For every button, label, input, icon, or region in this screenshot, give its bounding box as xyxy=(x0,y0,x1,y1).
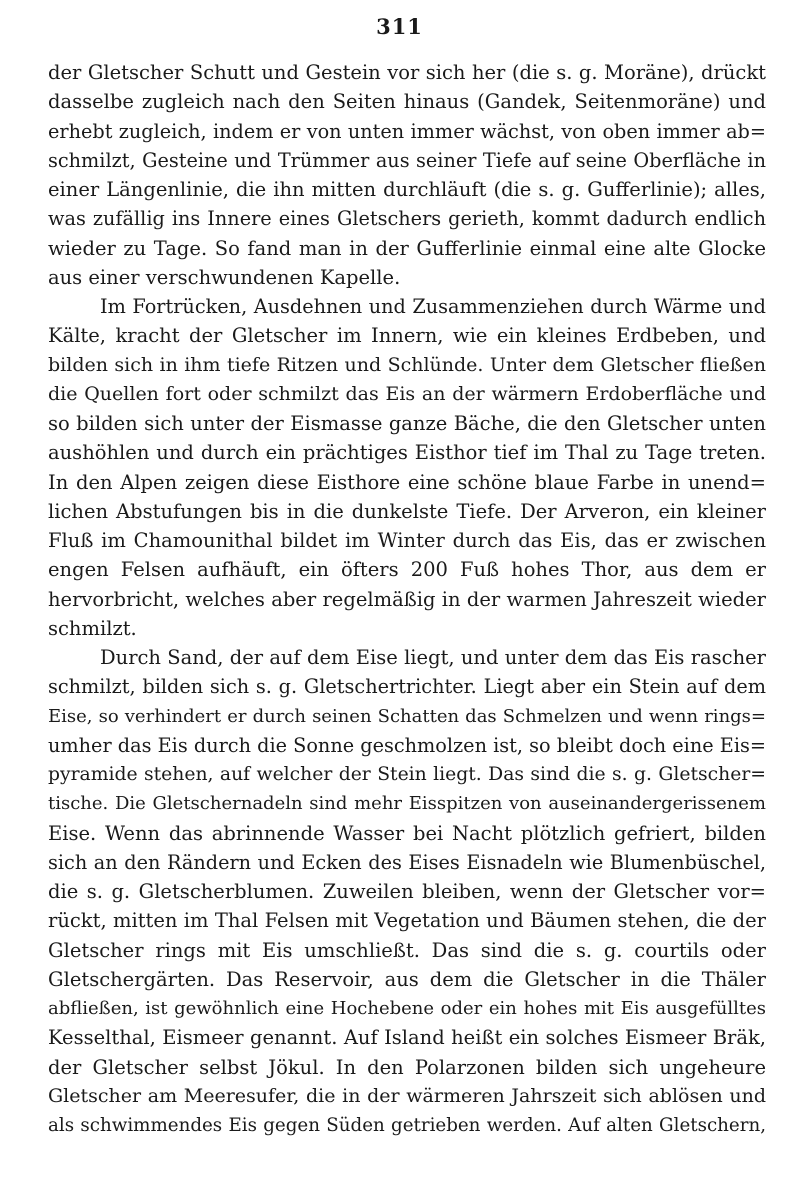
text-line: abfließen, ist gewöhnlich eine Hochebene oder ein hohes mit Eis ausgefülltes xyxy=(48,998,766,1019)
text-line: der Gletscher Schutt und Gestein vor sich her (die s. g. Moräne), drückt xyxy=(48,61,766,84)
text-line: In den Alpen zeigen diese Eisthore eine schöne blaue Farbe in unend= xyxy=(48,470,766,494)
text-line: erhebt zugleich, indem er von unten immer wächst, von oben immer ab= xyxy=(48,119,766,143)
text-line: aushöhlen und durch ein prächtiges Eisthor tief im Thal zu Tage treten. xyxy=(48,441,766,465)
text-line: was zufällig ins Innere eines Gletschers gerieth, kommt dadurch endlich xyxy=(48,207,766,231)
text-line: Fluß im Chamounithal bildet im Winter durch das Eis, das er zwischen xyxy=(48,529,766,552)
text-line: die s. g. Gletscherblumen. Zuweilen bleiben, wenn der Gletscher vor= xyxy=(48,880,766,903)
text-line: Eise. Wenn das abrinnende Wasser bei Nacht plötzlich gefriert, bilden xyxy=(48,821,766,845)
page-number: 311 xyxy=(376,14,423,39)
text-line: aus einer verschwundenen Kapelle. xyxy=(48,265,401,289)
text-line: einer Längenlinie, die ihn mitten durchläuft (die s. g. Gufferlinie); alles, xyxy=(48,178,766,201)
text-line: bilden sich in ihm tiefe Ritzen und Schlünde. Unter dem Gletscher fließen xyxy=(48,353,766,376)
text-line: lichen Abstufungen bis in die dunkelste Tiefe. Der Arveron, ein kleiner xyxy=(48,499,766,523)
text-line: wieder zu Tage. So fand man in der Gufferlinie einmal eine alte Glocke xyxy=(48,236,766,260)
text-line: pyramide stehen, auf welcher der Stein liegt. Das sind die s. g. Gletscher= xyxy=(48,764,766,785)
text-line: Eise, so verhindert er durch seinen Schatten das Schmelzen und wenn rings= xyxy=(48,705,766,727)
text-line: tische. Die Gletschernadeln sind mehr Eisspitzen von auseinandergerissenem xyxy=(48,793,766,815)
text-line: sich an den Rändern und Ecken des Eises Eisnadeln wie Blumenbüschel, xyxy=(48,850,766,874)
text-line: dasselbe zugleich nach den Seiten hinaus (Gandek, Seitenmoräne) und xyxy=(48,90,766,114)
text-line: als schwimmendes Eis gegen Süden getrieben werden. Auf alten Gletschern, xyxy=(48,1115,766,1136)
text-line: Kesselthal, Eismeer genannt. Auf Island heißt ein solches Eismeer Bräk, xyxy=(48,1026,766,1050)
text-line: schmilzt. xyxy=(48,616,137,640)
text-line: Gletscher am Meeresufer, die in der wärmeren Jahrszeit sich ablösen und xyxy=(48,1084,766,1107)
text-line: Gletscher rings mit Eis umschließt. Das sind die s. g. courtils oder xyxy=(48,938,766,962)
text-line: schmilzt, Gesteine und Trümmer aus seiner Tiefe auf seine Oberfläche in xyxy=(48,148,766,172)
text-line: Gletschergärten. Das Reservoir, aus dem die Gletscher in die Thäler xyxy=(48,967,766,991)
text-line: rückt, mitten im Thal Felsen mit Vegetation und Bäumen stehen, die der xyxy=(48,909,766,933)
text-line: hervorbricht, welches aber regelmäßig in der warmen Jahreszeit wieder xyxy=(48,587,766,611)
text-line: so bilden sich unter der Eismasse ganze Bäche, die den Gletscher unten xyxy=(48,412,766,435)
text-line: der Gletscher selbst Jökul. In den Polarzonen bilden sich ungeheure xyxy=(48,1055,766,1079)
text-line: Durch Sand, der auf dem Eise liegt, und unter dem das Eis rascher xyxy=(100,646,766,669)
body-text xyxy=(48,58,766,1140)
text-line: Im Fortrücken, Ausdehnen und Zusammenziehen durch Wärme und xyxy=(100,295,766,318)
text-line: schmilzt, bilden sich s. g. Gletschertrichter. Liegt aber ein Stein auf dem xyxy=(48,675,766,699)
text-line: Kälte, kracht der Gletscher im Innern, wie ein kleines Erdbeben, und xyxy=(48,324,766,348)
text-line: engen Felsen aufhäuft, ein öfters 200 Fuß hohes Thor, aus dem er xyxy=(48,558,766,582)
text-line: die Quellen fort oder schmilzt das Eis an der wärmern Erdoberfläche und xyxy=(48,382,766,405)
text-line: umher das Eis durch die Sonne geschmolzen ist, so bleibt doch eine Eis= xyxy=(48,733,766,757)
